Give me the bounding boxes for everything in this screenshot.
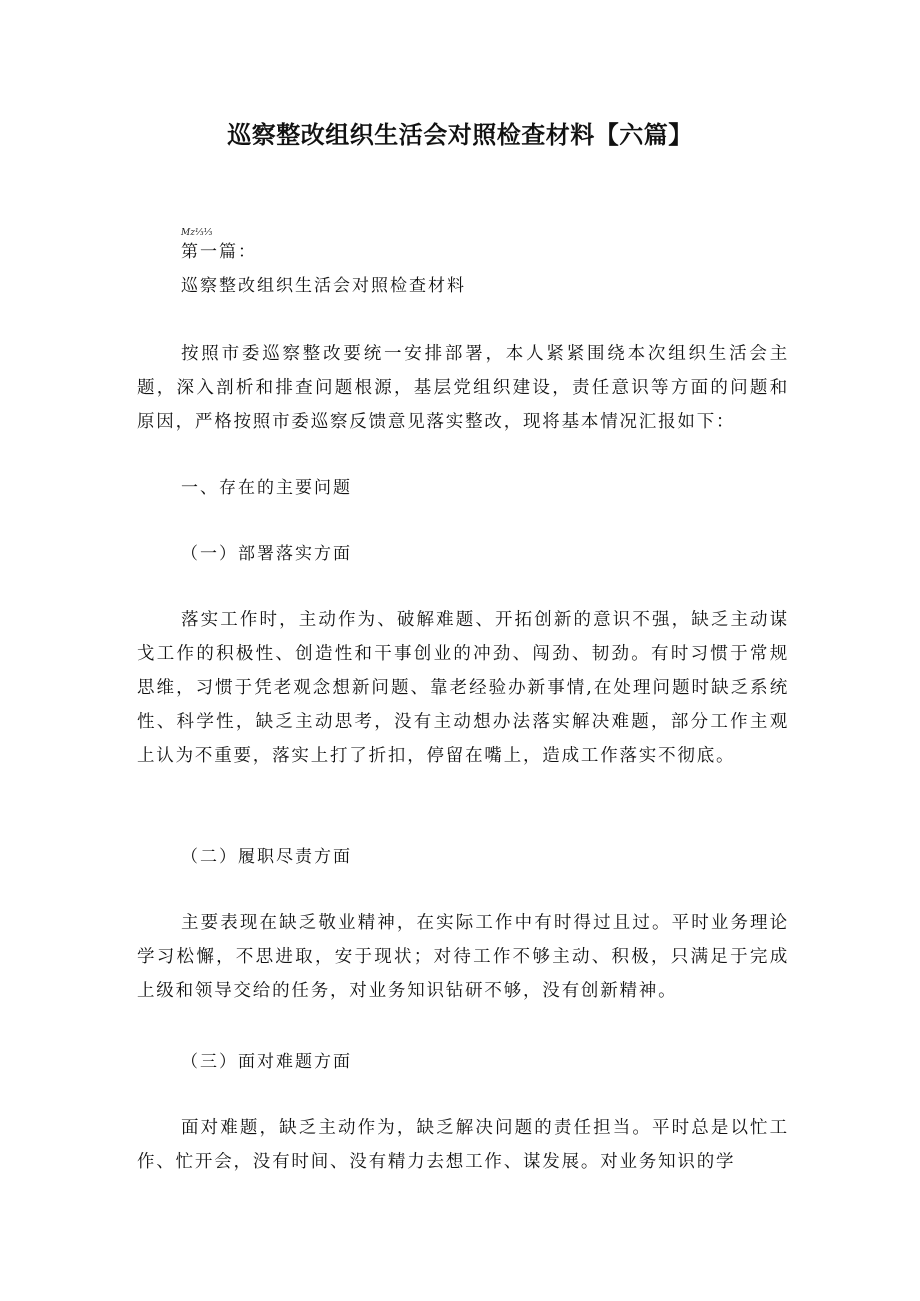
paragraph-difficulties: 面对难题，缺乏主动作为，缺乏解决问题的责任担当。平时总是以忙工作、忙开会，没有时间、没有精力去想工作、谋发展。对业务知识的学 <box>137 1118 789 1172</box>
paragraph-duty: 主要表现在缺乏敬业精神，在实际工作中有时得过且过。平时业务理论学习松懈，不思进取，安于现状；对待工作不够主动、积极，只满足于完成上级和领导交给的任务，对业务知识钻研不够，没有创新精神。 <box>137 913 789 1001</box>
intro-paragraph: 按照市委巡察整改要统一安排部署，本人紧紧围绕本次组织生活会主题，深入剖析和排查问题根源，基层党组织建设，责任意识等方面的问题和原因，严格按照市委巡察反馈意见落实整改，现将基本情况汇报如下： <box>137 344 789 432</box>
subheading-difficulties: （三）面对难题方面 <box>181 1052 352 1072</box>
paragraph-deployment: 落实工作时，主动作为、破解难题、开拓创新的意识不强，缺乏主动谋戈工作的积极性、创造性和干事创业的冲劲、闯劲、韧劲。有时习惯于常规思维，习惯于凭老观念想新问题、靠老经验办新事情,在处理问题时缺乏系统性、科学性，缺乏主动思考，没有主动想办法落实解决难题，部分工作主观上认为不重要，落实上打了折扣，停留在嘴上，造成工作落实不彻底。 <box>137 610 789 766</box>
subheading-deployment: （一）部署落实方面 <box>181 544 352 564</box>
part-title: 巡察整改组织生活会对照检查材料 <box>181 276 466 296</box>
part-label: 第一篇： <box>181 242 257 262</box>
small-mark: Mz⅓⅓ <box>181 228 213 238</box>
section-heading-problems: 一、存在的主要问题 <box>181 478 352 498</box>
subheading-duty: （二）履职尽责方面 <box>181 847 352 867</box>
document-title: 巡察整改组织生活会对照检查材料【六篇】 <box>227 121 693 149</box>
